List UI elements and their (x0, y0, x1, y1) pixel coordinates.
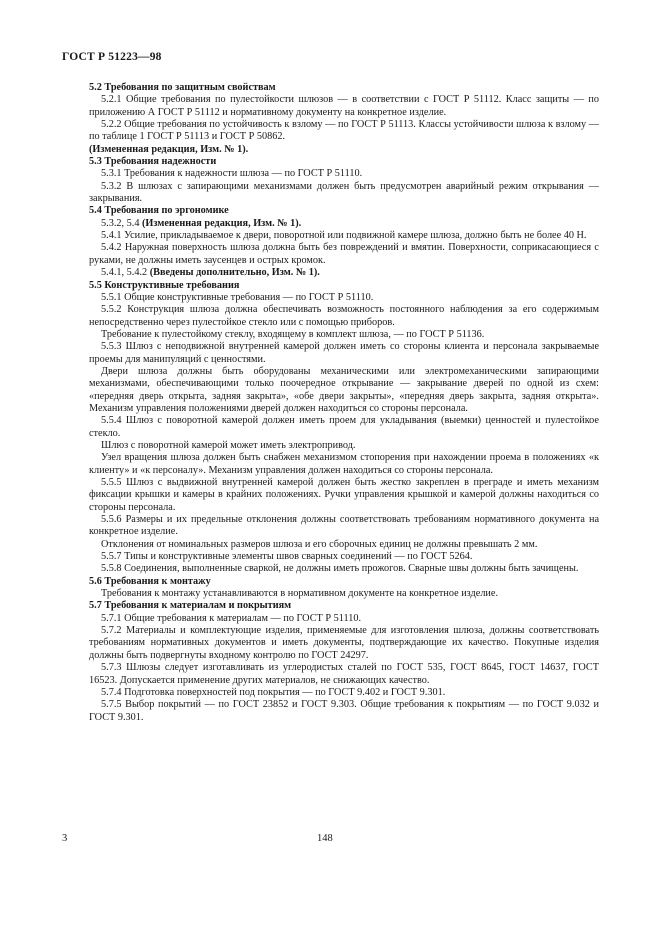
paragraph-text: 5.7.2 Материалы и комплектующие изделия, применяемые для изготовления шлюза, должны соответствовать требованиям нормативных документов и иметь документы, подтверждающие их качество. Покупные изделия должны быть подвергнуты входному контролю по ГОСТ 24297. (89, 625, 599, 661)
page-number: 148 (317, 833, 333, 844)
paragraph-text: Шлюз с поворотной камерой может иметь электропривод. (101, 439, 356, 451)
paragraph-text: 5.5.1 Общие конструктивные требования — по ГОСТ Р 51110. (101, 291, 374, 303)
paragraph-text: Отклонения от номинальных размеров шлюза и его сборочных единиц не должны превышать 2 мм. (101, 538, 538, 550)
amendment-note: (Введены дополнительно, Изм. № 1). (149, 267, 320, 279)
paragraph (89, 94, 599, 119)
paragraph (89, 440, 599, 452)
paragraph (89, 452, 599, 477)
paragraph-text: 5.4.2 Наружная поверхность шлюза должна быть без повреждений и вмятин. Поверхности, соприкасающиеся с руками, не должны иметь заусенцев и острых кромок. (89, 242, 599, 266)
paragraph (89, 563, 599, 575)
paragraph (89, 242, 599, 267)
section-heading (89, 280, 599, 292)
paragraph (89, 551, 599, 563)
section-heading (89, 156, 599, 168)
section-heading (89, 144, 599, 156)
paragraph-text: 5.5.4 Шлюз с поворотной камерой должен иметь проем для укладывания (выемки) ценностей и пулестойкое стекло. (89, 415, 599, 439)
paragraph (89, 687, 599, 699)
document-header: ГОСТ Р 51223—98 (62, 51, 162, 63)
paragraph (89, 539, 599, 551)
document-body (89, 82, 599, 724)
paragraph-text: 5.5.6 Размеры и их предельные отклонения должны соответствовать требованиям нормативного документа на конкретное изделие. (89, 514, 599, 538)
section-heading (89, 82, 599, 94)
paragraph-text: Требования к монтажу устанавливаются в нормативном документе на конкретное изделие. (101, 588, 499, 600)
paragraph-text: 5.4.1 Усилие, прикладываемое к двери, поворотной или подвижной камере шлюза, должно быть не более 40 Н. (101, 230, 587, 242)
paragraph (89, 181, 599, 206)
paragraph-text: 5.5.5 Шлюз с выдвижной внутренней камерой должен быть жестко закреплен в преграде и иметь механизм фиксации крышки и камеры в крайних положениях. Ручки управления крышкой и камерой должны находиться со стороны персонала. (89, 477, 599, 513)
paragraph-text: Двери шлюза должны быть оборудованы механическими или электромеханическими запирающими механизмами, обеспечивающими только поочередное открывание — закрывание дверей по одной из схем: «передняя дверь открыта, задняя закрыта», «обе двери закрыты», «передняя дверь закрыта, задняя открыта». Механизм управления положениями дверей должен находиться со стороны персонала. (89, 365, 599, 414)
paragraph (89, 267, 599, 279)
paragraph (89, 230, 599, 242)
section-heading (89, 205, 599, 217)
heading-text: 5.6 Требования к монтажу (89, 575, 211, 587)
paragraph-text: 5.2.2 Общие требования по устойчивость к взлому — по ГОСТ Р 51113. Классы устойчивости шлюза к взлому — по таблице 1 ГОСТ Р 51113 и ГОСТ Р 50862. (89, 119, 599, 143)
section-heading (89, 576, 599, 588)
heading-text: 5.4 Требования по эргономике (89, 205, 229, 217)
paragraph (89, 613, 599, 625)
paragraph-text: 5.3.2, 5.4 (101, 217, 142, 229)
paragraph (89, 699, 599, 724)
paragraph (89, 292, 599, 304)
section-page-number: 3 (62, 833, 68, 844)
paragraph (89, 366, 599, 415)
paragraph-text: Требование к пулестойкому стеклу, входящему в комплект шлюза, — по ГОСТ Р 51136. (101, 328, 485, 340)
paragraph (89, 625, 599, 662)
paragraph (89, 304, 599, 329)
paragraph-text: 5.7.5 Выбор покрытий — по ГОСТ 23852 и ГОСТ 9.303. Общие требования к покрытиям — по ГОСТ 9.032 и ГОСТ 9.301. (89, 699, 599, 723)
paragraph-text: 5.5.8 Соединения, выполненные сваркой, не должны иметь прожогов. Сварные швы должны быть зачищены. (101, 563, 579, 575)
heading-text: 5.2 Требования по защитным свойствам (89, 82, 276, 93)
paragraph-text: 5.5.2 Конструкция шлюза должна обеспечивать возможность постоянного наблюдения за его содержимым непосредственно через пулестойкое стекло или с помощью приборов. (89, 304, 599, 328)
paragraph (89, 662, 599, 687)
heading-text: 5.3 Требования надежности (89, 156, 217, 168)
paragraph (89, 218, 599, 230)
paragraph (89, 119, 599, 144)
heading-text: (Измененная редакция, Изм. № 1). (89, 143, 249, 155)
paragraph-text: 5.2.1 Общие требования по пулестойкости шлюзов — в соответствии с ГОСТ Р 51112. Класс защиты — по приложению А ГОСТ Р 51112 и нормативному документу на конкретное изделие. (89, 94, 599, 118)
paragraph-text: 5.3.1 Требования к надежности шлюза — по ГОСТ Р 51110. (101, 168, 363, 180)
paragraph-text: 5.7.4 Подготовка поверхностей под покрытия — по ГОСТ 9.402 и ГОСТ 9.301. (101, 686, 446, 698)
paragraph (89, 341, 599, 366)
paragraph (89, 415, 599, 440)
paragraph-text: 5.5.7 Типы и конструктивные элементы швов сварных соединений — по ГОСТ 5264. (101, 551, 473, 563)
paragraph-text: Узел вращения шлюза должен быть снабжен механизмом стопорения при нахождении проема в положениях «к клиенту» и «к персоналу». Механизм управления должен находиться со стороны персонала. (89, 452, 599, 476)
amendment-note: (Измененная редакция, Изм. № 1). (142, 217, 302, 229)
heading-text: 5.5 Конструктивные требования (89, 279, 240, 291)
paragraph-text: 5.7.1 Общие требования к материалам — по ГОСТ Р 51110. (101, 612, 362, 624)
paragraph (89, 477, 599, 514)
paragraph (89, 588, 599, 600)
heading-text: 5.7 Требования к материалам и покрытиям (89, 600, 292, 612)
paragraph-text: 5.5.3 Шлюз с неподвижной внутренней камерой должен иметь со стороны клиента и персонала закрываемые проемы для манипуляций с ценностями. (89, 341, 599, 365)
paragraph (89, 514, 599, 539)
paragraph-text: 5.7.3 Шлюзы следует изготавливать из углеродистых сталей по ГОСТ 535, ГОСТ 8645, ГОСТ 14637, ГОСТ 16523. Допускается применение других материалов, не снижающих качество. (89, 662, 599, 686)
paragraph-text: 5.3.2 В шлюзах с запирающими механизмами должен быть предусмотрен аварийный режим открывания — закрывания. (89, 180, 599, 205)
paragraph (89, 168, 599, 180)
section-heading (89, 600, 599, 612)
paragraph-text: 5.4.1, 5.4.2 (101, 267, 150, 279)
paragraph (89, 329, 599, 341)
